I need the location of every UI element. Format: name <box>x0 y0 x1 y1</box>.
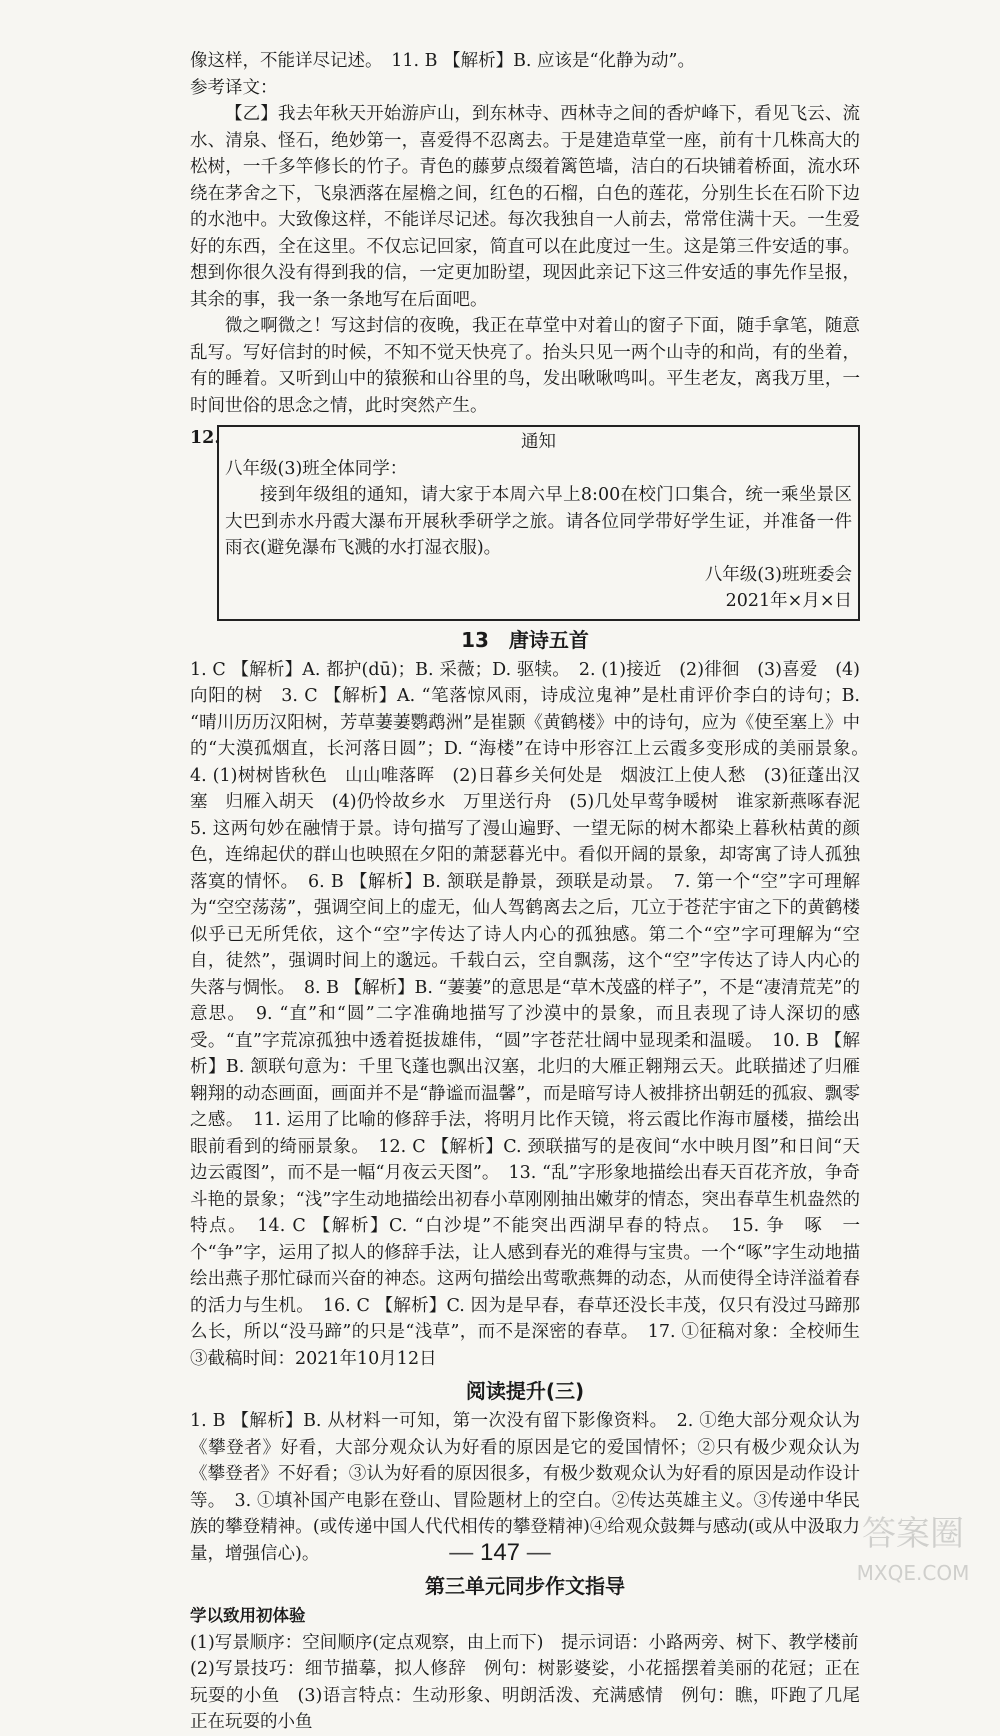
answer-page <box>190 48 878 1736</box>
notice-number: 12. <box>190 428 221 448</box>
reference-label: 参考译文： <box>190 77 278 98</box>
dash-right: — <box>526 1539 551 1566</box>
section-tang-poems-answers: 1. C 【解析】A. 都护(dū)；B. 采薇；D. 驱犊。 2. (1)接近 (2)徘徊 (3)喜爱 (4)向阳的树 3. C 【解析】A. “笔落惊风雨，诗成泣鬼神”是杜甫评价李白的诗句；B. “晴川历历汉阳树，芳草萋萋鹦鹉洲”是崔颢《黄鹤楼》中的诗句，应为《使至塞上》中的“大漠孤烟直，长河落日圆”；D. “海楼”在诗中形容江上云霞多变形成的美丽景象。 4. (1)树树皆秋色 山山唯落晖 (2)日暮乡关何处是 烟波江上使人愁 (3)征蓬出汉塞 归雁入胡天 (4)仍怜故乡水 万里送行舟 (5)几处早莺争暖树 谁家新燕啄春泥 5. 这两句妙在融情于景。诗句描写了漫山遍野、一望无际的树木都染上暮秋枯黄的颜色，连绵起伏的群山也映照在夕阳的萧瑟暮光中。看似开阔的景象，却寄寓了诗人孤独落寞的情怀。 6. B 【解析】B. 颔联是静景，颈联是动景。 7. 第一个“空”字可理解为“空空荡荡”，强调空间上的虚无，仙人驾鹤离去之后，兀立于苍茫宇宙之下的黄鹤楼似乎已无所凭依，这个“空”字传达了诗人内心的孤独感。第二个“空”字可理解为“空自，徒然”，强调时间上的邈远。千载白云，空自飘荡，这个“空”字传达了诗人内心的失落与惆怅。 8. B 【解析】B. “萋萋”的意思是“草木茂盛的样子”，不是“凄清荒芜”的意思。 9. “直”和“圆”二字准确地描写了沙漠中的景象，而且表现了诗人深切的感受。“直”字荒凉孤独中透着挺拔雄伟，“圆”字苍茫壮阔中显现柔和温暖。 10. B 【解析】B. 颔联句意为：千里飞蓬也飘出汉塞，北归的大雁正翱翔云天。此联描述了归雁翱翔的动态画面，画面并不是“静谧而温馨”，而是暗写诗人被排挤出朝廷的孤寂、飘零之感。 11. 运用了比喻的修辞手法，将明月比作天镜，将云霞比作海市蜃楼，描绘出眼前看到的绮丽景象。 12. C 【解析】C. 颈联描写的是夜间“水中映月图”和日间“天边云霞图”，而不是一幅“月夜云天图”。 13. “乱”字形象地描绘出春天百花齐放，争奇斗艳的景象；“浅”字生动地描绘出初春小草刚刚抽出嫩芽的情态，突出春草生机盎然的特点。 14. C 【解析】C. “白沙堤”不能突出西湖早春的特点。 15. 争 啄 一个“争”字，运用了拟人的修辞手法，让人感到春光的难得与宝贵。一个“啄”字生动地描绘出燕子那忙碌而兴奋的神态。这两句描绘出莺歌燕舞的动态，从而使得全诗洋溢着春的活力与生机。 16. C 【解析】C. 因为是早春，春草还没长丰茂，仅只有没过马蹄那么长，所以“没马蹄”的只是“浅草”，而不是深密的春草。 17. ①征稿对象：全校师生 ③截稿时间：2021年10月12日 <box>190 659 878 1369</box>
writing-subtitle: 学以致用初体验 <box>190 1606 306 1625</box>
notice-signature: 八年级(3)班班委会 <box>704 564 852 585</box>
notice-greeting: 八年级(3)班全体同学： <box>225 458 408 479</box>
page-number-value: 147 <box>479 1539 521 1566</box>
section-title-reading: 阅读提升(三) <box>465 1379 585 1403</box>
watermark-text-url: MXQE.COM <box>856 1561 970 1585</box>
notice-date: 2021年×月×日 <box>725 591 852 611</box>
notice-box <box>217 425 860 621</box>
section-reading-answers: 1. B 【解析】B. 从材料一可知，第一次没有留下影像资料。 2. ①绝大部分观众认为《攀登者》好看，大部分观众认为好看的原因是它的爱国情怀；②只有极少观众认为《攀登者》不好看；③认为好看的原因很多，有极少数观众认为好看的原因是动作设计等。 3. ①填补国产电影在登山、冒险题材上的空白。②传达英雄主义。③传递中华民族的攀登精神。(或传递中国人代代相传的攀登精神)④给观众鼓舞与感动(或从中汲取力量，增强信心)。 <box>190 1411 860 1564</box>
watermark-text-main: 答案圈 <box>862 1514 964 1554</box>
notice-body: 接到年级组的通知，请大家于本周六早上8:00在校门口集合，统一乘坐景区大巴到赤水丹霞大瀑布开展秋季研学之旅。请各位同学带好学生证，并准备一件雨衣(避免瀑布飞溅的水打湿衣服)。 <box>225 485 852 558</box>
translation-paragraph-2: 微之啊微之！写这封信的夜晚，我正在草堂中对着山的窗子下面，随手拿笔，随意乱写。写好信封的时候，不知不觉天快亮了。抬头只见一两个山寺的和尚，有的坐着，有的睡着。又听到山中的猿猴和山谷里的鸟，发出啾啾鸣叫。平生老友，离我万里，一时间世俗的思念之情，此时突然产生。 <box>190 316 860 416</box>
watermark-logo <box>838 1500 988 1590</box>
dash-left: — <box>449 1539 474 1566</box>
translation-paragraph-1: 【乙】我去年秋天开始游庐山，到东林寺、西林寺之间的香炉峰下，看见飞云、流水、清泉、怪石，绝妙第一，喜爱得不忍离去。于是建造草堂一座，前有十几株高大的松树，一千多竿修长的竹子。青色的藤萝点缀着篱笆墙，洁白的石块铺着桥面，流水环绕在茅舍之下，飞泉洒落在屋檐之间，红色的石榴，白色的莲花，分别生长在石阶下边的水池中。大致像这样，不能详尽记述。每次我独自一人前去，常常住满十天。一生爱好的东西，全在这里。不仅忘记回家，简直可以在此度过一生。这是第三件安适的事。想到你很久没有得到我的信，一定更加盼望，现因此亲记下这三件安适的事先作呈报，其余的事，我一条一条地写在后面吧。 <box>190 104 860 310</box>
writing-line-2: (2)写景技巧：细节描摹，拟人修辞 例句：树影婆娑，小花摇摆着美丽的花冠；正在玩耍的小鱼 (3)语言特点：生动形象、明朗活泼、充满感情 例句：瞧，吓跑了几尾正在玩耍的小鱼 <box>190 1659 860 1732</box>
writing-line-1: (1)写景顺序：空间顺序(定点观察，由上而下) 提示词语：小路两旁、树下、教学楼前 <box>190 1632 859 1653</box>
notice-title: 通知 <box>521 432 556 452</box>
notice-block <box>190 425 860 621</box>
section-title-writing: 第三单元同步作文指导 <box>425 1574 625 1598</box>
intro-line: 像这样，不能详尽记述。 11. B 【解析】B. 应该是“化静为动”。 <box>190 51 695 71</box>
section-title-tang-poems: 13 唐诗五首 <box>461 627 589 652</box>
